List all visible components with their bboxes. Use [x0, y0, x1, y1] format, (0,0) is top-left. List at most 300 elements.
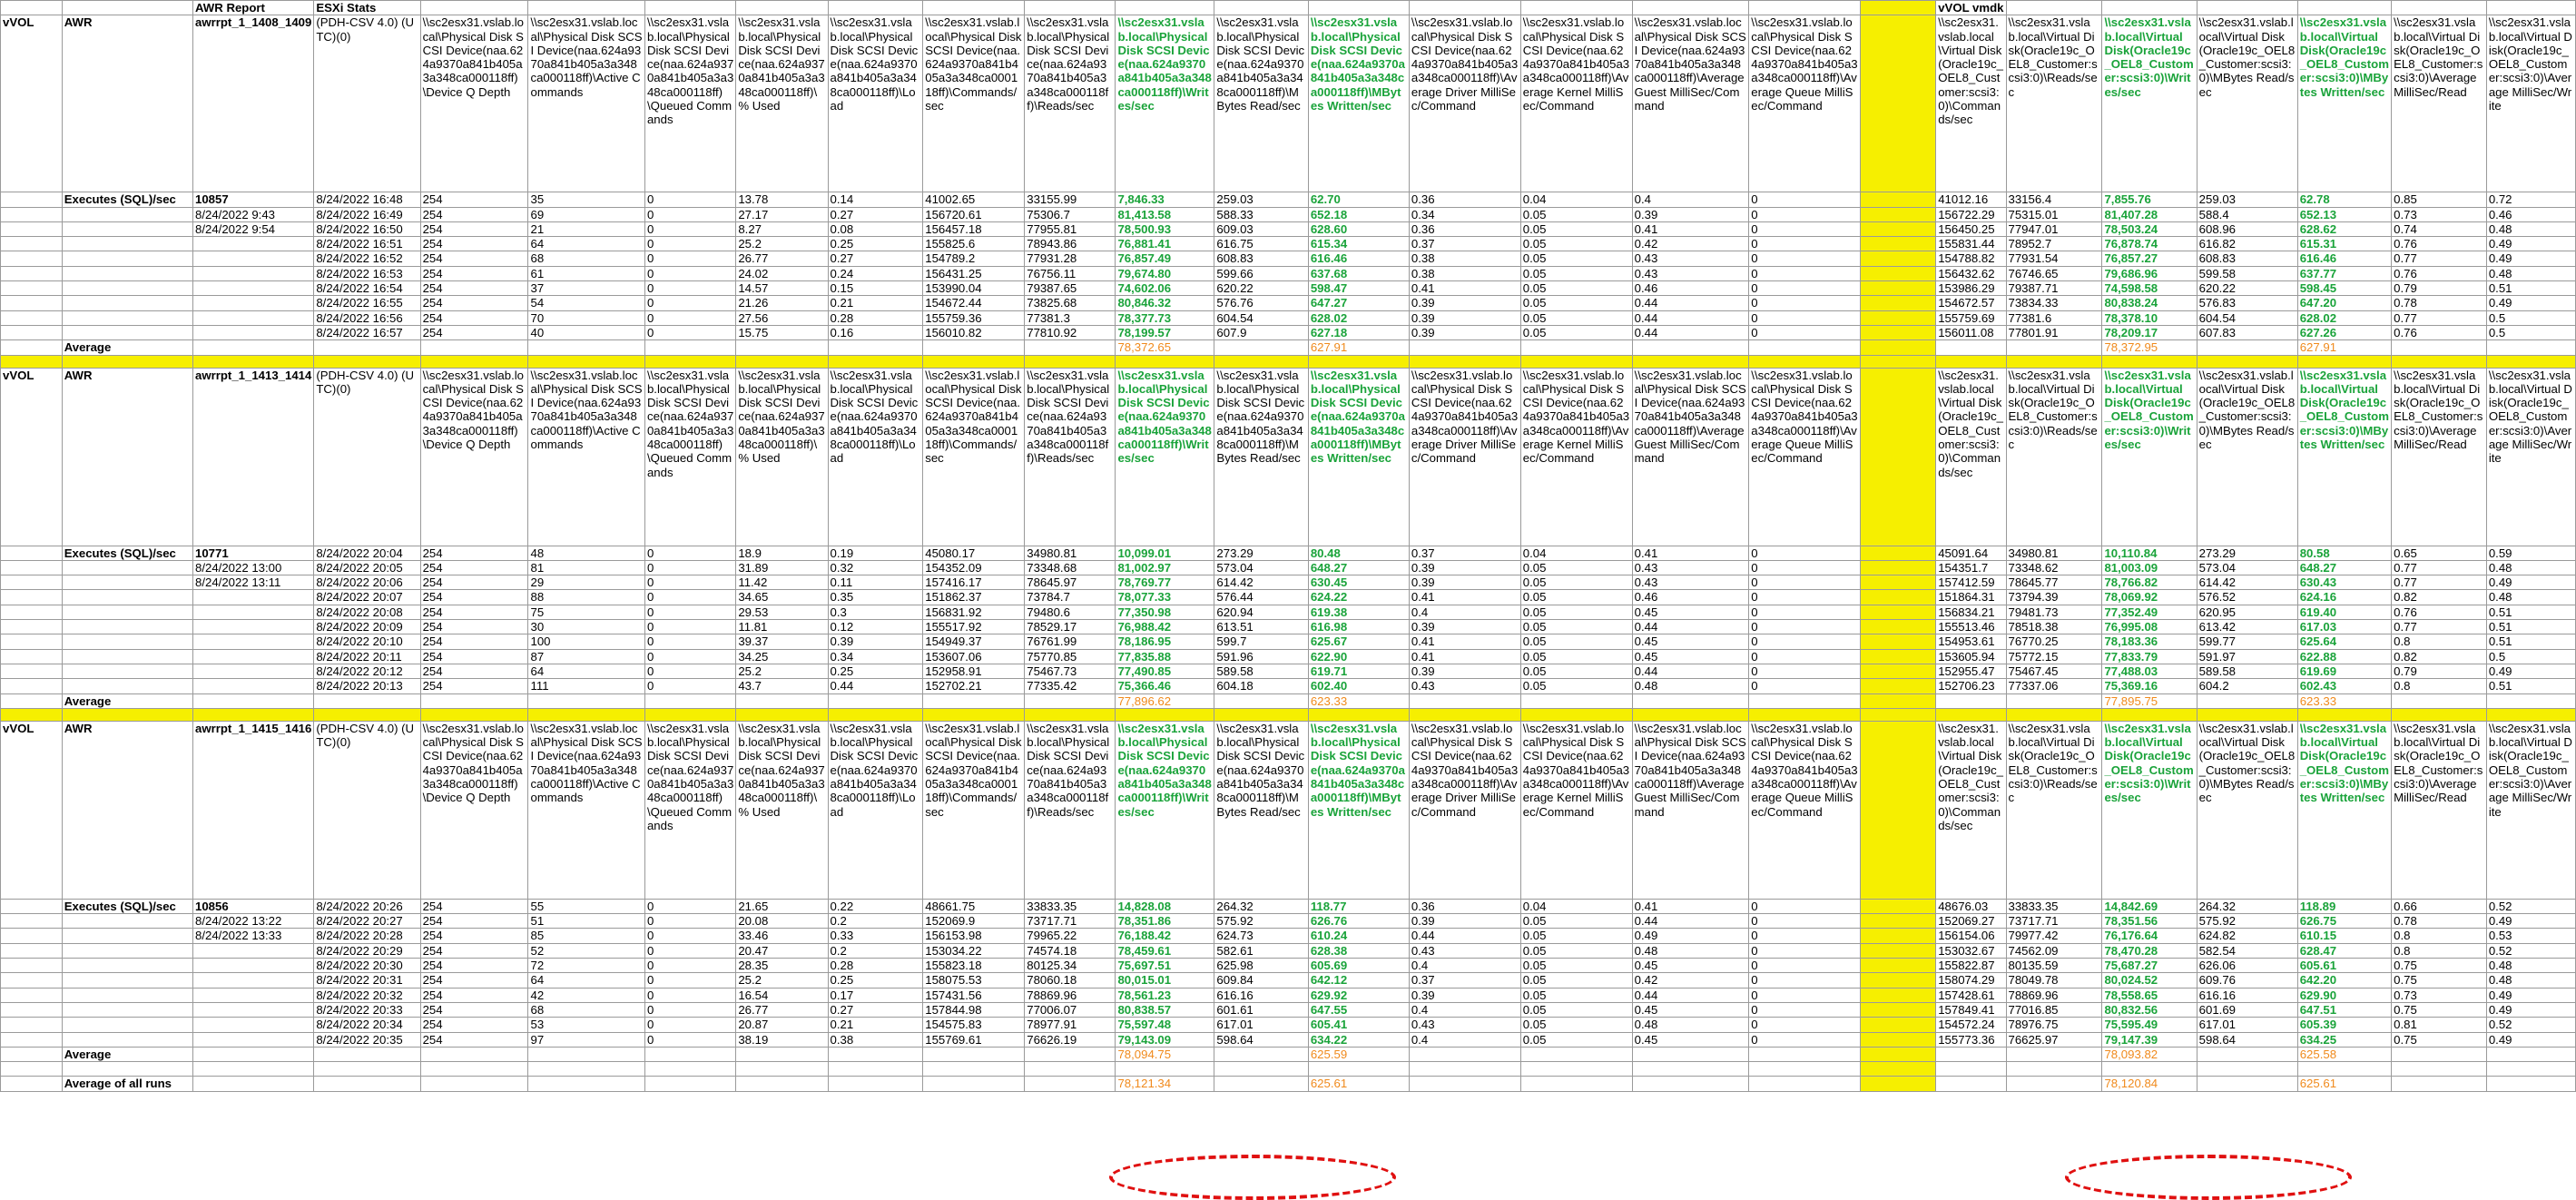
data-cell[interactable]: 78529.17 — [1025, 620, 1116, 634]
cell[interactable] — [828, 1062, 923, 1077]
cell[interactable] — [1116, 1062, 1214, 1077]
data-cell[interactable]: 38.19 — [736, 1032, 828, 1047]
cell[interactable] — [1, 340, 63, 355]
separator-cell[interactable] — [1632, 708, 1749, 721]
cell[interactable] — [828, 693, 923, 708]
data-cell[interactable]: 80,838.57 — [1116, 1002, 1214, 1017]
esxi-column-header[interactable]: \\sc2esx31.vslab.local\Physical Disk SCSI Device(naa.624a9370a841b405a3a348ca000118ff)\Commands/sec — [923, 15, 1025, 192]
data-cell[interactable]: 0.05 — [1520, 310, 1632, 325]
data-cell[interactable]: 0.44 — [1632, 325, 1749, 339]
cell[interactable] — [644, 1062, 735, 1077]
cell[interactable] — [1025, 1, 1116, 15]
data-cell[interactable]: 80,832.56 — [2102, 1002, 2197, 1017]
separator-column[interactable] — [1860, 693, 1936, 708]
data-cell[interactable]: 79965.22 — [1025, 929, 1116, 943]
data-cell[interactable]: 158075.53 — [923, 973, 1025, 988]
vmdk-column-header[interactable]: \\sc2esx31.vslab.local\Virtual Disk(Oracle19c_OEL8_Customer:scsi3:0)\Average MilliSec/Write — [2486, 721, 2575, 899]
data-cell[interactable]: 619.69 — [2297, 664, 2391, 678]
separator-column[interactable] — [1860, 929, 1936, 943]
data-cell[interactable]: 254 — [420, 1032, 528, 1047]
data-cell[interactable]: 0.39 — [828, 634, 923, 649]
separator-cell[interactable] — [420, 355, 528, 368]
esxi-column-header[interactable]: \\sc2esx31.vslab.local\Physical Disk SCSI Device(naa.624a9370a841b405a3a348ca000118ff)\% Used — [736, 368, 828, 546]
data-cell[interactable]: 0 — [644, 634, 735, 649]
vvol-label[interactable]: vVOL — [1, 721, 63, 899]
data-cell[interactable]: 48676.03 — [1936, 899, 2006, 913]
data-cell[interactable]: 0.05 — [1520, 605, 1632, 619]
data-cell[interactable]: 77,350.98 — [1116, 605, 1214, 619]
awr-timestamp[interactable] — [193, 1032, 314, 1047]
data-cell[interactable]: 77,488.03 — [2102, 664, 2197, 678]
separator-cell[interactable] — [1409, 708, 1520, 721]
all-runs-esxi-mbytes-written[interactable]: 625.61 — [1308, 1077, 1409, 1091]
data-cell[interactable]: 72 — [528, 959, 644, 973]
average-mbytes-written[interactable]: 625.59 — [1308, 1047, 1409, 1061]
data-cell[interactable]: 156153.98 — [923, 929, 1025, 943]
awr-timestamp[interactable] — [193, 251, 314, 266]
data-cell[interactable]: 51 — [528, 914, 644, 929]
data-cell[interactable]: 0.34 — [1409, 207, 1520, 221]
esxi-column-header[interactable]: \\sc2esx31.vslab.local\Physical Disk SCSI Device(naa.624a9370a841b405a3a348ca000118ff)\Average Driver MilliSec/Command — [1409, 15, 1520, 192]
data-cell[interactable]: 157849.41 — [1936, 1002, 2006, 1017]
data-cell[interactable]: 616.46 — [2297, 251, 2391, 266]
data-cell[interactable]: 0.76 — [2392, 325, 2487, 339]
data-cell[interactable]: 0.5 — [2486, 310, 2575, 325]
data-cell[interactable]: 77931.54 — [2006, 251, 2102, 266]
data-cell[interactable]: 78,351.86 — [1116, 914, 1214, 929]
data-cell[interactable]: 81 — [528, 560, 644, 575]
separator-column[interactable] — [1860, 15, 1936, 192]
data-cell[interactable]: 24.02 — [736, 266, 828, 280]
data-cell[interactable]: 0.48 — [1632, 943, 1749, 958]
data-cell[interactable]: 0 — [1749, 943, 1860, 958]
data-cell[interactable]: 264.32 — [2197, 899, 2297, 913]
separator-cell[interactable] — [1025, 355, 1116, 368]
esxi-column-header[interactable]: \\sc2esx31.vslab.local\Physical Disk SCSI Device(naa.624a9370a841b405a3a348ca000118ff)\Average Driver MilliSec/Command — [1409, 368, 1520, 546]
esxi-column-header[interactable]: \\sc2esx31.vslab.local\Physical Disk SCSI Device(naa.624a9370a841b405a3a348ca000118ff)\Average Kernel MilliSec/Command — [1520, 368, 1632, 546]
data-cell[interactable]: 628.02 — [2297, 310, 2391, 325]
cell[interactable] — [1, 634, 63, 649]
data-cell[interactable]: 45091.64 — [1936, 546, 2006, 560]
data-cell[interactable]: 575.92 — [2197, 914, 2297, 929]
data-cell[interactable]: 0.49 — [2486, 1032, 2575, 1047]
data-cell[interactable]: 76761.99 — [1025, 634, 1116, 649]
cell[interactable] — [1520, 1077, 1632, 1091]
data-cell[interactable]: 33.46 — [736, 929, 828, 943]
separator-cell[interactable] — [528, 708, 644, 721]
data-cell[interactable]: 8/24/2022 20:34 — [314, 1018, 420, 1032]
separator-cell[interactable] — [2102, 708, 2197, 721]
data-cell[interactable]: 609.84 — [1214, 973, 1308, 988]
data-cell[interactable]: 68 — [528, 251, 644, 266]
header-esxi-stats[interactable]: ESXi Stats — [314, 1, 420, 15]
data-cell[interactable]: 0 — [644, 221, 735, 236]
data-cell[interactable]: 0.43 — [1632, 575, 1749, 590]
vmdk-column-header[interactable]: \\sc2esx31.vslab.local\Virtual Disk(Oracle19c_OEL8_Customer:scsi3:0)\MBytes Written/sec — [2297, 15, 2391, 192]
data-cell[interactable]: 0.4 — [1409, 1032, 1520, 1047]
cell[interactable] — [1, 943, 63, 958]
data-cell[interactable]: 77955.81 — [1025, 221, 1116, 236]
data-cell[interactable]: 76,857.49 — [1116, 251, 1214, 266]
separator-column[interactable] — [1860, 1032, 1936, 1047]
data-cell[interactable]: 0.43 — [1409, 679, 1520, 693]
data-cell[interactable]: 0.4 — [1409, 1002, 1520, 1017]
data-cell[interactable]: 0.25 — [828, 664, 923, 678]
data-cell[interactable]: 605.39 — [2297, 1018, 2391, 1032]
data-cell[interactable]: 254 — [420, 560, 528, 575]
data-cell[interactable]: 0 — [1749, 192, 1860, 207]
cell[interactable] — [62, 560, 192, 575]
data-cell[interactable]: 0 — [1749, 634, 1860, 649]
data-cell[interactable]: 80,015.01 — [1116, 973, 1214, 988]
cell[interactable] — [1214, 693, 1308, 708]
data-cell[interactable]: 78,558.65 — [2102, 988, 2197, 1002]
data-cell[interactable]: 77381.6 — [2006, 310, 2102, 325]
average-vmdk-mbytes-written[interactable]: 623.33 — [2297, 693, 2391, 708]
data-cell[interactable]: 80,024.52 — [2102, 973, 2197, 988]
cell[interactable] — [1936, 1047, 2006, 1061]
data-cell[interactable]: 619.71 — [1308, 664, 1409, 678]
vvol-label[interactable]: vVOL — [1, 368, 63, 546]
cell[interactable] — [1214, 1, 1308, 15]
separator-cell[interactable] — [1409, 355, 1520, 368]
data-cell[interactable]: 0 — [1749, 575, 1860, 590]
data-cell[interactable]: 0 — [644, 620, 735, 634]
data-cell[interactable]: 76,995.08 — [2102, 620, 2197, 634]
data-cell[interactable]: 118.89 — [2297, 899, 2391, 913]
cell[interactable] — [528, 693, 644, 708]
cell[interactable] — [1749, 1077, 1860, 1091]
awr-timestamp[interactable] — [193, 943, 314, 958]
data-cell[interactable]: 42 — [528, 988, 644, 1002]
separator-column[interactable] — [1860, 325, 1936, 339]
separator-column[interactable] — [1860, 192, 1936, 207]
esxi-column-header[interactable]: \\sc2esx31.vslab.local\Physical Disk SCSI Device(naa.624a9370a841b405a3a348ca000118ff)\Commands/sec — [923, 368, 1025, 546]
esxi-column-header[interactable]: \\sc2esx31.vslab.local\Physical Disk SCSI Device(naa.624a9370a841b405a3a348ca000118ff)\Active Commands — [528, 721, 644, 899]
data-cell[interactable]: 591.97 — [2197, 649, 2297, 664]
data-cell[interactable]: 0.49 — [1632, 929, 1749, 943]
data-cell[interactable]: 616.98 — [1308, 620, 1409, 634]
data-cell[interactable]: 80135.59 — [2006, 959, 2102, 973]
data-cell[interactable]: 154672.44 — [923, 296, 1025, 310]
cell[interactable] — [2486, 1077, 2575, 1091]
data-cell[interactable]: 598.64 — [2197, 1032, 2297, 1047]
data-cell[interactable]: 78952.7 — [2006, 237, 2102, 251]
data-cell[interactable]: 8/24/2022 20:05 — [314, 560, 420, 575]
cell[interactable] — [62, 281, 192, 296]
separator-column[interactable] — [1860, 605, 1936, 619]
data-cell[interactable]: 0.45 — [1632, 959, 1749, 973]
data-cell[interactable]: 73717.71 — [1025, 914, 1116, 929]
data-cell[interactable]: 648.27 — [1308, 560, 1409, 575]
cell[interactable] — [1409, 340, 1520, 355]
cell[interactable] — [1520, 1047, 1632, 1061]
data-cell[interactable]: 273.29 — [1214, 546, 1308, 560]
esxi-column-header[interactable]: \\sc2esx31.vslab.local\Physical Disk SCSI Device(naa.624a9370a841b405a3a348ca000118ff)\Average Guest MilliSec/Command — [1632, 721, 1749, 899]
data-cell[interactable]: 0 — [644, 325, 735, 339]
data-cell[interactable]: 156720.61 — [923, 207, 1025, 221]
data-cell[interactable]: 28.35 — [736, 959, 828, 973]
data-cell[interactable]: 613.51 — [1214, 620, 1308, 634]
data-cell[interactable]: 30 — [528, 620, 644, 634]
cell[interactable] — [1936, 340, 2006, 355]
data-cell[interactable]: 21.65 — [736, 899, 828, 913]
cell[interactable] — [1, 899, 63, 913]
data-cell[interactable]: 637.68 — [1308, 266, 1409, 280]
data-cell[interactable]: 0 — [1749, 1032, 1860, 1047]
data-cell[interactable]: 0.05 — [1520, 914, 1632, 929]
esxi-column-header[interactable]: \\sc2esx31.vslab.local\Physical Disk SCSI Device(naa.624a9370a841b405a3a348ca000118ff)\MBytes Written/sec — [1308, 368, 1409, 546]
data-cell[interactable]: 0.79 — [2392, 664, 2487, 678]
data-cell[interactable]: 79481.73 — [2006, 605, 2102, 619]
data-cell[interactable]: 0.82 — [2392, 649, 2487, 664]
data-cell[interactable]: 14.57 — [736, 281, 828, 296]
separator-cell[interactable] — [2486, 708, 2575, 721]
vvol-label[interactable]: vVOL — [1, 15, 63, 192]
data-cell[interactable]: 21 — [528, 221, 644, 236]
cell[interactable] — [1308, 1, 1409, 15]
data-cell[interactable]: 0.51 — [2486, 281, 2575, 296]
cell[interactable] — [528, 1077, 644, 1091]
separator-cell[interactable] — [1308, 708, 1409, 721]
data-cell[interactable]: 598.47 — [1308, 281, 1409, 296]
data-cell[interactable]: 155513.46 — [1936, 620, 2006, 634]
data-cell[interactable]: 254 — [420, 649, 528, 664]
cell[interactable] — [828, 1, 923, 15]
data-cell[interactable]: 11.81 — [736, 620, 828, 634]
separator-cell[interactable] — [1749, 708, 1860, 721]
data-cell[interactable]: 625.64 — [2297, 634, 2391, 649]
data-cell[interactable]: 61 — [528, 266, 644, 280]
cell[interactable] — [736, 1047, 828, 1061]
separator-column[interactable] — [1860, 266, 1936, 280]
data-cell[interactable]: 254 — [420, 929, 528, 943]
awr-label[interactable]: AWR — [62, 15, 192, 192]
data-cell[interactable]: 0 — [644, 266, 735, 280]
data-cell[interactable]: 616.82 — [2197, 237, 2297, 251]
esxi-column-header[interactable]: \\sc2esx31.vslab.local\Physical Disk SCSI Device(naa.624a9370a841b405a3a348ca000118ff)\% Used — [736, 15, 828, 192]
data-cell[interactable]: 0 — [644, 251, 735, 266]
data-cell[interactable]: 598.45 — [2297, 281, 2391, 296]
cell[interactable] — [2006, 1047, 2102, 1061]
esxi-column-header[interactable]: \\sc2esx31.vslab.local\Physical Disk SCSI Device(naa.624a9370a841b405a3a348ca000118ff)\Device Q Depth — [420, 368, 528, 546]
data-cell[interactable]: 0.39 — [1409, 575, 1520, 590]
data-cell[interactable]: 79,147.39 — [2102, 1032, 2197, 1047]
separator-column[interactable] — [1860, 649, 1936, 664]
cell[interactable] — [2006, 1077, 2102, 1091]
data-cell[interactable]: 154575.83 — [923, 1018, 1025, 1032]
data-cell[interactable]: 0.05 — [1520, 237, 1632, 251]
data-cell[interactable]: 589.58 — [1214, 664, 1308, 678]
data-cell[interactable]: 0.48 — [1632, 679, 1749, 693]
separator-column[interactable] — [1860, 281, 1936, 296]
vmdk-column-header[interactable]: \\sc2esx31.vslab.local\Virtual Disk(Oracle19c_OEL8_Customer:scsi3:0)\Commands/sec — [1936, 368, 2006, 546]
esxi-column-header[interactable]: \\sc2esx31.vslab.local\Physical Disk SCSI Device(naa.624a9370a841b405a3a348ca000118ff)\Device Q Depth — [420, 721, 528, 899]
data-cell[interactable]: 0 — [1749, 546, 1860, 560]
data-cell[interactable]: 0.08 — [828, 221, 923, 236]
data-cell[interactable]: 0.16 — [828, 325, 923, 339]
data-cell[interactable]: 0.05 — [1520, 664, 1632, 678]
data-cell[interactable]: 573.04 — [2197, 560, 2297, 575]
vmdk-column-header[interactable]: \\sc2esx31.vslab.local\Virtual Disk(Oracle19c_OEL8_Customer:scsi3:0)\Commands/sec — [1936, 15, 2006, 192]
data-cell[interactable]: 0.48 — [2486, 221, 2575, 236]
data-cell[interactable]: 154953.61 — [1936, 634, 2006, 649]
data-cell[interactable]: 576.83 — [2197, 296, 2297, 310]
cell[interactable] — [420, 1047, 528, 1061]
header-awr-report[interactable]: AWR Report — [193, 1, 314, 15]
data-cell[interactable]: 20.08 — [736, 914, 828, 929]
cell[interactable] — [1, 1, 63, 15]
separator-cell[interactable] — [1214, 355, 1308, 368]
data-cell[interactable]: 8/24/2022 20:12 — [314, 664, 420, 678]
data-cell[interactable]: 604.2 — [2197, 679, 2297, 693]
separator-column[interactable] — [1860, 310, 1936, 325]
awr-timestamp[interactable] — [193, 237, 314, 251]
data-cell[interactable]: 154572.24 — [1936, 1018, 2006, 1032]
awr-timestamp[interactable]: 8/24/2022 13:00 — [193, 560, 314, 575]
cell[interactable] — [736, 340, 828, 355]
data-cell[interactable]: 0 — [644, 296, 735, 310]
data-cell[interactable]: 0.75 — [2392, 973, 2487, 988]
data-cell[interactable]: 0.21 — [828, 1018, 923, 1032]
awr-timestamp[interactable] — [193, 296, 314, 310]
cell[interactable] — [1632, 1047, 1749, 1061]
separator-column[interactable] — [1860, 1002, 1936, 1017]
data-cell[interactable]: 630.43 — [2297, 575, 2391, 590]
data-cell[interactable]: 0.05 — [1520, 1018, 1632, 1032]
data-cell[interactable]: 78645.77 — [2006, 575, 2102, 590]
data-cell[interactable]: 602.43 — [2297, 679, 2391, 693]
data-cell[interactable]: 69 — [528, 207, 644, 221]
data-cell[interactable]: 153607.06 — [923, 649, 1025, 664]
separator-cell[interactable] — [1936, 708, 2006, 721]
cell[interactable] — [2197, 1077, 2297, 1091]
vmdk-column-header[interactable]: \\sc2esx31.vslab.local\Virtual Disk(Oracle19c_OEL8_Customer:scsi3:0)\MBytes Read/sec — [2197, 368, 2297, 546]
data-cell[interactable]: 0.05 — [1520, 575, 1632, 590]
data-cell[interactable]: 73348.68 — [1025, 560, 1116, 575]
data-cell[interactable]: 0.43 — [1409, 1018, 1520, 1032]
data-cell[interactable]: 26.77 — [736, 251, 828, 266]
data-cell[interactable]: 73794.39 — [2006, 590, 2102, 605]
data-cell[interactable]: 273.29 — [2197, 546, 2297, 560]
data-cell[interactable]: 29.53 — [736, 605, 828, 619]
data-cell[interactable]: 0.41 — [1632, 899, 1749, 913]
data-cell[interactable]: 76,881.41 — [1116, 237, 1214, 251]
data-cell[interactable]: 118.77 — [1308, 899, 1409, 913]
data-cell[interactable]: 619.38 — [1308, 605, 1409, 619]
separator-cell[interactable] — [2197, 355, 2297, 368]
data-cell[interactable]: 0.05 — [1520, 207, 1632, 221]
average-vmdk-mbytes-written[interactable]: 625.58 — [2297, 1047, 2391, 1061]
data-cell[interactable]: 610.24 — [1308, 929, 1409, 943]
data-cell[interactable]: 153990.04 — [923, 281, 1025, 296]
cell[interactable] — [1, 1032, 63, 1047]
data-cell[interactable]: 599.7 — [1214, 634, 1308, 649]
data-cell[interactable]: 0.38 — [1409, 251, 1520, 266]
cell[interactable] — [1520, 1062, 1632, 1077]
data-cell[interactable]: 34980.81 — [2006, 546, 2102, 560]
data-cell[interactable]: 0 — [644, 575, 735, 590]
data-cell[interactable]: 151864.31 — [1936, 590, 2006, 605]
data-cell[interactable]: 628.62 — [2297, 221, 2391, 236]
data-cell[interactable]: 8/24/2022 20:30 — [314, 959, 420, 973]
data-cell[interactable]: 0 — [644, 1018, 735, 1032]
data-cell[interactable]: 157412.59 — [1936, 575, 2006, 590]
cell[interactable] — [420, 1077, 528, 1091]
data-cell[interactable]: 0.51 — [2486, 679, 2575, 693]
cell[interactable] — [62, 679, 192, 693]
data-cell[interactable]: 155759.36 — [923, 310, 1025, 325]
cell[interactable] — [2486, 693, 2575, 708]
data-cell[interactable]: 608.83 — [2197, 251, 2297, 266]
separator-cell[interactable] — [2486, 355, 2575, 368]
cell[interactable] — [2486, 1047, 2575, 1061]
separator-cell[interactable] — [1520, 355, 1632, 368]
data-cell[interactable]: 0.39 — [1409, 620, 1520, 634]
separator-column[interactable] — [1860, 1, 1936, 15]
data-cell[interactable]: 0.66 — [2392, 899, 2487, 913]
data-cell[interactable]: 8/24/2022 20:10 — [314, 634, 420, 649]
data-cell[interactable]: 0.44 — [1632, 988, 1749, 1002]
separator-column[interactable] — [1860, 251, 1936, 266]
data-cell[interactable]: 0.39 — [1409, 296, 1520, 310]
cell[interactable] — [644, 1077, 735, 1091]
data-cell[interactable]: 0.34 — [828, 649, 923, 664]
data-cell[interactable]: 154788.82 — [1936, 251, 2006, 266]
data-cell[interactable]: 0.42 — [1632, 237, 1749, 251]
vmdk-column-header[interactable]: \\sc2esx31.vslab.local\Virtual Disk(Oracle19c_OEL8_Customer:scsi3:0)\Reads/sec — [2006, 721, 2102, 899]
data-cell[interactable]: 0.36 — [1409, 192, 1520, 207]
cell[interactable] — [1, 251, 63, 266]
separator-cell[interactable] — [193, 355, 314, 368]
separator-cell[interactable] — [1, 708, 63, 721]
cell[interactable] — [2486, 1062, 2575, 1077]
data-cell[interactable]: 582.61 — [1214, 943, 1308, 958]
data-cell[interactable]: 614.42 — [1214, 575, 1308, 590]
data-cell[interactable]: 77947.01 — [2006, 221, 2102, 236]
cell[interactable] — [62, 988, 192, 1002]
data-cell[interactable]: 601.69 — [2197, 1002, 2297, 1017]
data-cell[interactable]: 73825.68 — [1025, 296, 1116, 310]
data-cell[interactable]: 37 — [528, 281, 644, 296]
data-cell[interactable]: 629.92 — [1308, 988, 1409, 1002]
data-cell[interactable]: 155759.69 — [1936, 310, 2006, 325]
data-cell[interactable]: 0 — [1749, 620, 1860, 634]
esxi-column-header[interactable]: \\sc2esx31.vslab.local\Physical Disk SCSI Device(naa.624a9370a841b405a3a348ca000118ff)\Average Queue MilliSec/Command — [1749, 368, 1860, 546]
data-cell[interactable]: 153032.67 — [1936, 943, 2006, 958]
data-cell[interactable]: 624.22 — [1308, 590, 1409, 605]
cell[interactable] — [828, 1077, 923, 1091]
data-cell[interactable]: 628.38 — [1308, 943, 1409, 958]
data-cell[interactable]: 155517.92 — [923, 620, 1025, 634]
cell[interactable] — [420, 340, 528, 355]
data-cell[interactable]: 0.05 — [1520, 560, 1632, 575]
data-cell[interactable]: 0.51 — [2486, 620, 2575, 634]
data-cell[interactable]: 0 — [1749, 959, 1860, 973]
data-cell[interactable]: 0 — [1749, 325, 1860, 339]
cell[interactable] — [1, 914, 63, 929]
data-cell[interactable]: 74,598.58 — [2102, 281, 2197, 296]
data-cell[interactable]: 0 — [644, 192, 735, 207]
cell[interactable] — [62, 943, 192, 958]
separator-cell[interactable] — [2392, 708, 2487, 721]
all-runs-vmdk-writes[interactable]: 78,120.84 — [2102, 1077, 2197, 1091]
data-cell[interactable]: 0.45 — [1632, 634, 1749, 649]
esxi-column-header[interactable]: \\sc2esx31.vslab.local\Physical Disk SCSI Device(naa.624a9370a841b405a3a348ca000118ff)\Load — [828, 15, 923, 192]
data-cell[interactable]: 627.18 — [1308, 325, 1409, 339]
cell[interactable] — [62, 1032, 192, 1047]
data-cell[interactable]: 0.05 — [1520, 325, 1632, 339]
